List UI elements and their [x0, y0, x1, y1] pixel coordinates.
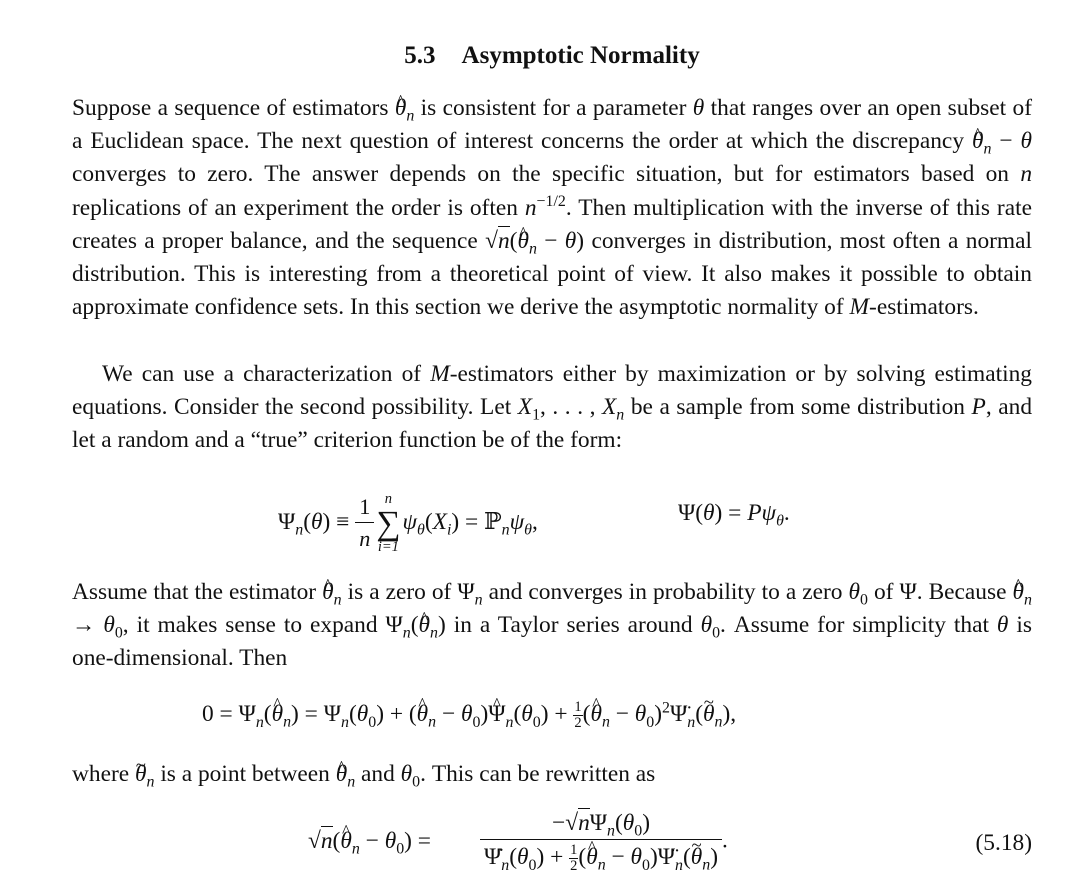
section-title: Asymptotic Normality	[461, 42, 700, 69]
section-number: 5.3	[404, 42, 436, 69]
equation-5-18: √n(^ $\theta_n - \theta_0$) = $-√n\Psi_n(\theta_0)$ $\Psi̇_n(\theta_0)$ + $\frac{1}{2}$ (^ $\theta_n$ − $\theta_0)\Psï_n(\sim$ $\theta_n$) . (5.18)	[72, 810, 1032, 889]
equation-number: (5.18)	[975, 830, 1032, 856]
paragraph-characterization: We can use a characterization of M-estimators either by maximization or by solving estimating equations. Consider the second possibility. Let $X_1$, . . . , $X_n$ be a sample from some distribution P, and let a random and a “true” criterion function be of the form:	[72, 361, 1033, 454]
paragraph-assumption: Assume that the estimator ^ $\theta_n$ is a zero of $\Psi_n$ and converges in probability to a zero $\theta_0$ of Ψ. Because ^ $\theta_n \to \theta_0$, it makes sense to expand $\Psi_n(\^{}$ $\theta_n$) in a Taylor series around $\theta_0$. Assume for simplicity that θ is one-dimensional. Then	[72, 576, 1032, 676]
paragraph-intro: Suppose a sequence of estimators ^ $\theta_n$ is consistent for a parameter θ that ranges over an open subset of a Euclidean space. The next question of interest concerns the order at which the discrepancy ^ $\theta_n - \theta$ converges to zero. The answer depends on the specific situation, but for estimators based on n replications of an experiment the order is often $n^{-1/2}$. Then multiplication with the inverse of this rate creates a proper balance, and the sequence √n(^ $\theta_n - \theta$) converges in distribution, most often a normal distribution. This is interesting from a theoretical point of view. It also makes it possible to obtain approximate confidence sets. In this section we derive the asymptotic normality of M-estimators.	[72, 92, 1032, 324]
section-heading	[72, 42, 1032, 70]
paragraph-rewrite: where ~ $\theta_n$ is a point between ^ $\theta_n$ and $\theta_0$. This can be rewritten as	[72, 758, 1032, 791]
